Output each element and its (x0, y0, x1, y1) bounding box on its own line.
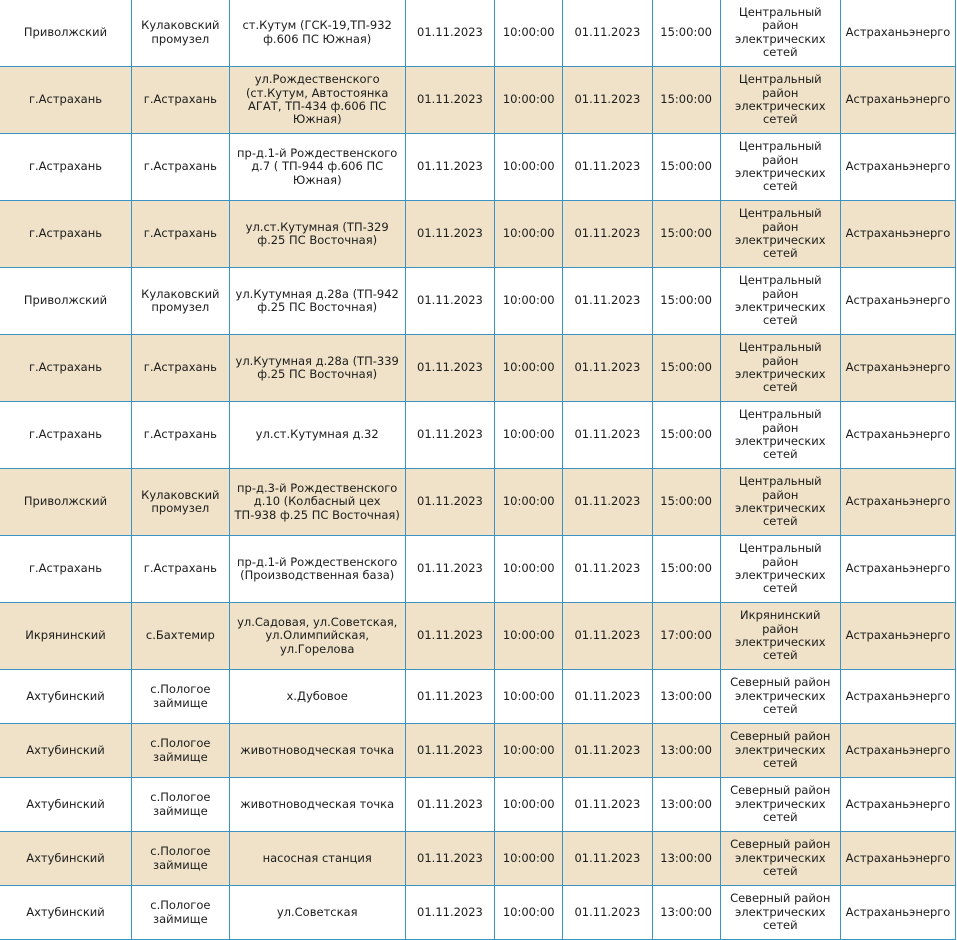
network-district-cell: Северный район электрических сетей (720, 886, 840, 940)
end-date-cell: 01.11.2023 (563, 335, 653, 402)
table-row (0, 832, 956, 886)
start-date-cell: 01.11.2023 (405, 0, 495, 67)
district-cell: г.Астрахань (0, 67, 131, 134)
address-cell: х.Дубовое (229, 670, 405, 724)
start-time-cell: 10:00:00 (495, 724, 563, 778)
company-cell: Астраханьэнерго (841, 402, 956, 469)
start-time-cell: 10:00:00 (495, 469, 563, 536)
locality-cell: г.Астрахань (131, 67, 229, 134)
company-cell: Астраханьэнерго (841, 134, 956, 201)
end-time-cell: 13:00:00 (652, 670, 720, 724)
start-date-cell: 01.11.2023 (405, 778, 495, 832)
start-date-cell: 01.11.2023 (405, 201, 495, 268)
start-date-cell: 01.11.2023 (405, 469, 495, 536)
address-cell: пр-д.3-й Рождественского д.10 (Колбасный цех ТП-938 ф.25 ПС Восточная) (229, 469, 405, 536)
network-district-cell: Центральный район электрических сетей (720, 469, 840, 536)
company-cell: Астраханьэнерго (841, 0, 956, 67)
end-time-cell: 13:00:00 (652, 886, 720, 940)
network-district-cell: Центральный район электрических сетей (720, 268, 840, 335)
end-date-cell: 01.11.2023 (563, 268, 653, 335)
locality-cell: с.Бахтемир (131, 603, 229, 670)
start-time-cell: 10:00:00 (495, 201, 563, 268)
district-cell: Ахтубинский (0, 832, 131, 886)
end-date-cell: 01.11.2023 (563, 603, 653, 670)
company-cell: Астраханьэнерго (841, 67, 956, 134)
locality-cell: с.Пологое займище (131, 724, 229, 778)
company-cell: Астраханьэнерго (841, 536, 956, 603)
end-time-cell: 13:00:00 (652, 778, 720, 832)
network-district-cell: Северный район электрических сетей (720, 670, 840, 724)
network-district-cell: Центральный район электрических сетей (720, 67, 840, 134)
address-cell: пр-д.1-й Рождественского д.7 ( ТП-944 ф.606 ПС Южная) (229, 134, 405, 201)
locality-cell: г.Астрахань (131, 402, 229, 469)
end-time-cell: 13:00:00 (652, 724, 720, 778)
network-district-cell: Северный район электрических сетей (720, 832, 840, 886)
start-time-cell: 10:00:00 (495, 886, 563, 940)
company-cell: Астраханьэнерго (841, 603, 956, 670)
locality-cell: г.Астрахань (131, 536, 229, 603)
start-time-cell: 10:00:00 (495, 268, 563, 335)
start-date-cell: 01.11.2023 (405, 402, 495, 469)
district-cell: Ахтубинский (0, 724, 131, 778)
end-time-cell: 13:00:00 (652, 832, 720, 886)
end-date-cell: 01.11.2023 (563, 201, 653, 268)
address-cell: ул.Кутумная д.28а (ТП-339 ф.25 ПС Восточная) (229, 335, 405, 402)
locality-cell: с.Пологое займище (131, 778, 229, 832)
start-time-cell: 10:00:00 (495, 335, 563, 402)
start-date-cell: 01.11.2023 (405, 724, 495, 778)
start-date-cell: 01.11.2023 (405, 268, 495, 335)
district-cell: Ахтубинский (0, 886, 131, 940)
company-cell: Астраханьэнерго (841, 469, 956, 536)
end-date-cell: 01.11.2023 (563, 670, 653, 724)
table-row (0, 724, 956, 778)
end-date-cell: 01.11.2023 (563, 402, 653, 469)
network-district-cell: Северный район электрических сетей (720, 778, 840, 832)
locality-cell: Кулаковский промузел (131, 268, 229, 335)
network-district-cell: Центральный район электрических сетей (720, 201, 840, 268)
end-time-cell: 15:00:00 (652, 134, 720, 201)
end-time-cell: 15:00:00 (652, 469, 720, 536)
company-cell: Астраханьэнерго (841, 268, 956, 335)
district-cell: Приволжский (0, 469, 131, 536)
locality-cell: с.Пологое займище (131, 832, 229, 886)
start-date-cell: 01.11.2023 (405, 886, 495, 940)
network-district-cell: Северный район электрических сетей (720, 724, 840, 778)
locality-cell: г.Астрахань (131, 134, 229, 201)
start-time-cell: 10:00:00 (495, 0, 563, 67)
company-cell: Астраханьэнерго (841, 778, 956, 832)
network-district-cell: Центральный район электрических сетей (720, 335, 840, 402)
district-cell: Икрянинский (0, 603, 131, 670)
locality-cell: с.Пологое займище (131, 670, 229, 724)
start-time-cell: 10:00:00 (495, 603, 563, 670)
table-row (0, 469, 956, 536)
locality-cell: Кулаковский промузел (131, 469, 229, 536)
network-district-cell: Центральный район электрических сетей (720, 134, 840, 201)
district-cell: Ахтубинский (0, 670, 131, 724)
end-time-cell: 15:00:00 (652, 268, 720, 335)
end-date-cell: 01.11.2023 (563, 832, 653, 886)
table-row (0, 670, 956, 724)
end-date-cell: 01.11.2023 (563, 0, 653, 67)
district-cell: Приволжский (0, 268, 131, 335)
table-row (0, 402, 956, 469)
address-cell: ст.Кутум (ГСК-19,ТП-932 ф.606 ПС Южная) (229, 0, 405, 67)
district-cell: г.Астрахань (0, 201, 131, 268)
table-row (0, 603, 956, 670)
network-district-cell: Центральный район электрических сетей (720, 536, 840, 603)
address-cell: ул.ст.Кутумная (ТП-329 ф.25 ПС Восточная) (229, 201, 405, 268)
start-date-cell: 01.11.2023 (405, 134, 495, 201)
network-district-cell: Центральный район электрических сетей (720, 402, 840, 469)
network-district-cell: Икрянинский район электрических сетей (720, 603, 840, 670)
address-cell: животноводческая точка (229, 778, 405, 832)
table-row (0, 201, 956, 268)
table-row (0, 67, 956, 134)
end-date-cell: 01.11.2023 (563, 886, 653, 940)
end-date-cell: 01.11.2023 (563, 67, 653, 134)
end-date-cell: 01.11.2023 (563, 724, 653, 778)
address-cell: пр-д.1-й Рождественского (Производственная база) (229, 536, 405, 603)
end-time-cell: 15:00:00 (652, 335, 720, 402)
start-time-cell: 10:00:00 (495, 67, 563, 134)
table-row (0, 778, 956, 832)
start-time-cell: 10:00:00 (495, 832, 563, 886)
end-date-cell: 01.11.2023 (563, 469, 653, 536)
end-time-cell: 17:00:00 (652, 603, 720, 670)
company-cell: Астраханьэнерго (841, 670, 956, 724)
end-date-cell: 01.11.2023 (563, 134, 653, 201)
district-cell: г.Астрахань (0, 134, 131, 201)
start-time-cell: 10:00:00 (495, 134, 563, 201)
start-time-cell: 10:00:00 (495, 402, 563, 469)
network-district-cell: Центральный район электрических сетей (720, 0, 840, 67)
end-time-cell: 15:00:00 (652, 67, 720, 134)
company-cell: Астраханьэнерго (841, 335, 956, 402)
district-cell: г.Астрахань (0, 335, 131, 402)
start-date-cell: 01.11.2023 (405, 670, 495, 724)
table-row (0, 268, 956, 335)
end-time-cell: 15:00:00 (652, 402, 720, 469)
start-date-cell: 01.11.2023 (405, 67, 495, 134)
end-date-cell: 01.11.2023 (563, 778, 653, 832)
table-row (0, 0, 956, 67)
start-date-cell: 01.11.2023 (405, 832, 495, 886)
district-cell: Приволжский (0, 0, 131, 67)
end-time-cell: 15:00:00 (652, 0, 720, 67)
address-cell: ул.ст.Кутумная д.32 (229, 402, 405, 469)
start-date-cell: 01.11.2023 (405, 603, 495, 670)
table-row (0, 335, 956, 402)
company-cell: Астраханьэнерго (841, 886, 956, 940)
start-time-cell: 10:00:00 (495, 778, 563, 832)
district-cell: г.Астрахань (0, 536, 131, 603)
locality-cell: г.Астрахань (131, 335, 229, 402)
company-cell: Астраханьэнерго (841, 201, 956, 268)
end-time-cell: 15:00:00 (652, 201, 720, 268)
start-date-cell: 01.11.2023 (405, 536, 495, 603)
address-cell: животноводческая точка (229, 724, 405, 778)
district-cell: Ахтубинский (0, 778, 131, 832)
address-cell: ул.Рождественского (ст.Кутум, Автостоянка АГАТ, ТП-434 ф.606 ПС Южная) (229, 67, 405, 134)
district-cell: г.Астрахань (0, 402, 131, 469)
locality-cell: с.Пологое займище (131, 886, 229, 940)
end-time-cell: 15:00:00 (652, 536, 720, 603)
locality-cell: Кулаковский промузел (131, 0, 229, 67)
table-row (0, 886, 956, 940)
address-cell: ул.Советская (229, 886, 405, 940)
address-cell: насосная станция (229, 832, 405, 886)
start-time-cell: 10:00:00 (495, 670, 563, 724)
address-cell: ул.Садовая, ул.Советская, ул.Олимпийская, ул.Горелова (229, 603, 405, 670)
table-row (0, 536, 956, 603)
start-time-cell: 10:00:00 (495, 536, 563, 603)
table-row (0, 134, 956, 201)
company-cell: Астраханьэнерго (841, 724, 956, 778)
locality-cell: г.Астрахань (131, 201, 229, 268)
start-date-cell: 01.11.2023 (405, 335, 495, 402)
end-date-cell: 01.11.2023 (563, 536, 653, 603)
address-cell: ул.Кутумная д.28а (ТП-942 ф.25 ПС Восточная) (229, 268, 405, 335)
company-cell: Астраханьэнерго (841, 832, 956, 886)
